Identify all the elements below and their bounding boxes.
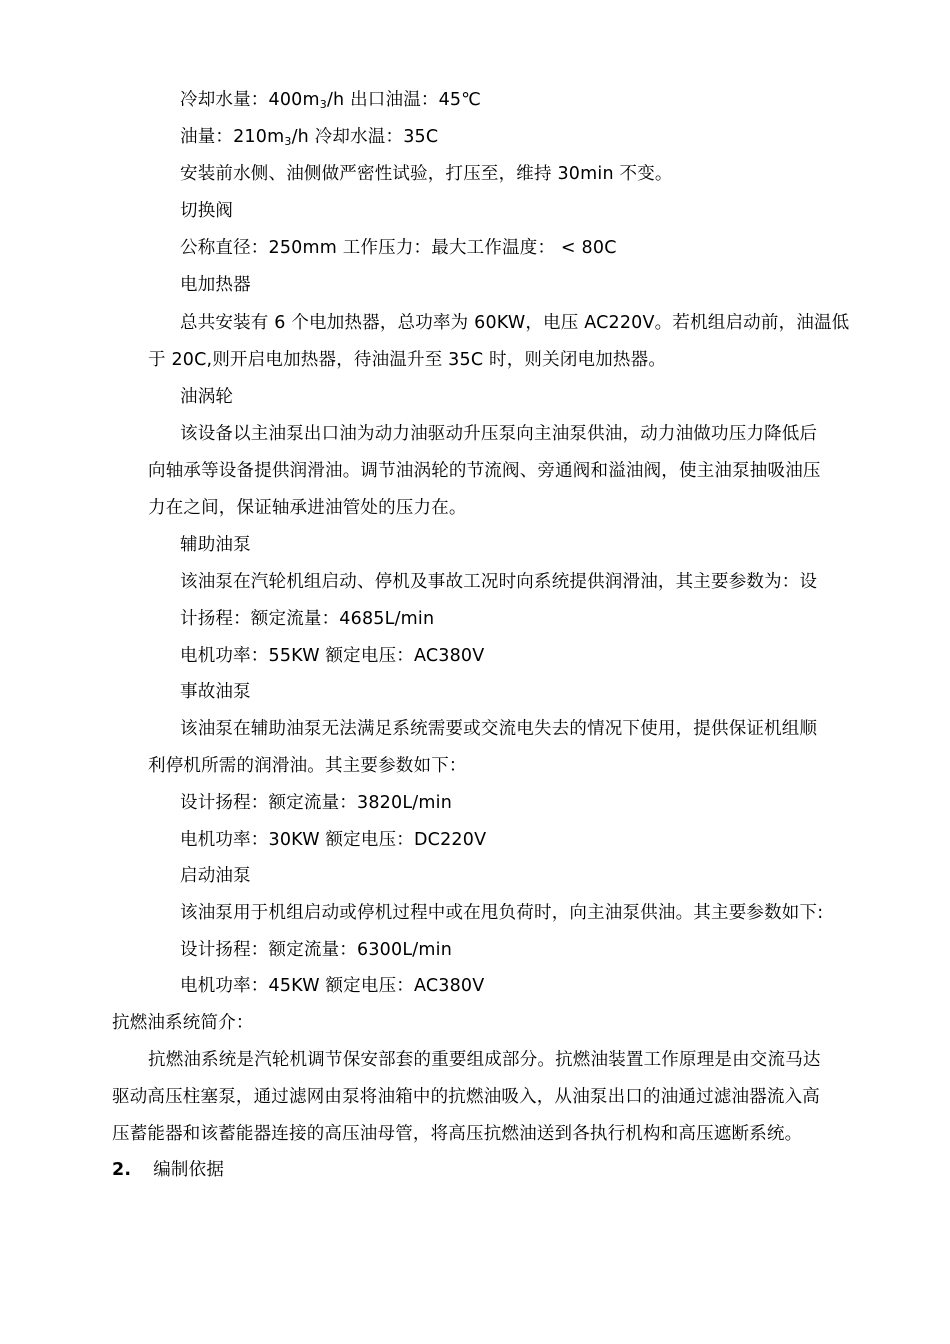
cooling-water-line	[180, 88, 481, 114]
text: /h 出口油温：45℃	[326, 90, 482, 110]
paragraph-line: 该设备以主油泵出口油为动力油驱动升压泵向主油泵供油，动力油做功压力降低后	[180, 424, 818, 444]
text: /h 冷却水温：35C	[291, 127, 439, 147]
paragraph-line: 该油泵在辅助油泵无法满足系统需要或交流电失去的情况下使用，提供保证机组顺	[180, 719, 818, 739]
section-heading: 电加热器	[180, 275, 251, 295]
heading-number: 2.	[112, 1160, 132, 1180]
paragraph-line: 抗燃油系统是汽轮机调节保安部套的重要组成部分。抗燃油装置工作原理是由交流马达	[148, 1050, 821, 1070]
numbered-heading	[112, 1158, 224, 1182]
paragraph-line: 设计扬程：额定流量：3820L/min	[180, 793, 452, 813]
paragraph-line: 力在之间，保证轴承进油管处的压力在。	[148, 498, 467, 518]
section-heading: 辅助油泵	[180, 535, 251, 555]
superscript: 3	[319, 98, 327, 111]
section-heading: 油涡轮	[180, 387, 234, 407]
section-heading: 事故油泵	[180, 682, 251, 702]
paragraph-line: 电机功率：55KW 额定电压：AC380V	[180, 646, 485, 666]
section-heading: 切换阀	[180, 201, 234, 221]
oil-volume-line	[180, 125, 438, 151]
section-heading: 启动油泵	[180, 866, 251, 886]
paragraph-line: 该油泵在汽轮机组启动、停机及事故工况时向系统提供润滑油，其主要参数为：设	[180, 572, 818, 592]
paragraph-line: 驱动高压柱塞泵，通过滤网由泵将油箱中的抗燃油吸入，从油泵出口的油通过滤油器流入高	[112, 1087, 820, 1107]
paragraph-line: 计扬程：额定流量：4685L/min	[180, 609, 435, 629]
paragraph-line: 压蓄能器和该蓄能器连接的高压油母管，将高压抗燃油送到各执行机构和高压遮断系统。	[112, 1124, 803, 1144]
paragraph-line: 电机功率：30KW 额定电压：DC220V	[180, 830, 487, 850]
paragraph-line: 公称直径：250mm 工作压力：最大工作温度： < 80C	[180, 238, 617, 258]
paragraph-line: 该油泵用于机组启动或停机过程中或在甩负荷时，向主油泵供油。其主要参数如下:	[180, 903, 824, 923]
text: 油量：210m	[180, 127, 285, 147]
paragraph-line: 电机功率：45KW 额定电压：AC380V	[180, 976, 485, 996]
paragraph-line: 设计扬程：额定流量：6300L/min	[180, 940, 452, 960]
superscript: 3	[284, 135, 292, 148]
paragraph-line: 于 20C,则开启电加热器，待油温升至 35C 时，则关闭电加热器。	[148, 350, 667, 370]
paragraph-line: 利停机所需的润滑油。其主要参数如下：	[148, 756, 467, 776]
paragraph-line: 向轴承等设备提供润滑油。调节油涡轮的节流阀、旁通阀和溢油阀，使主油泵抽吸油压	[148, 461, 821, 481]
heading-text: 编制依据	[153, 1160, 225, 1180]
paragraph-line: 安装前水侧、油侧做严密性试验，打压至，维持 30min 不变。	[180, 164, 673, 184]
paragraph-line: 总共安装有 6 个电加热器，总功率为 60KW，电压 AC220V。若机组启动前，油温低	[180, 313, 850, 333]
section-heading: 抗燃油系统简介：	[112, 1013, 254, 1033]
text: 冷却水量：400m	[180, 90, 320, 110]
